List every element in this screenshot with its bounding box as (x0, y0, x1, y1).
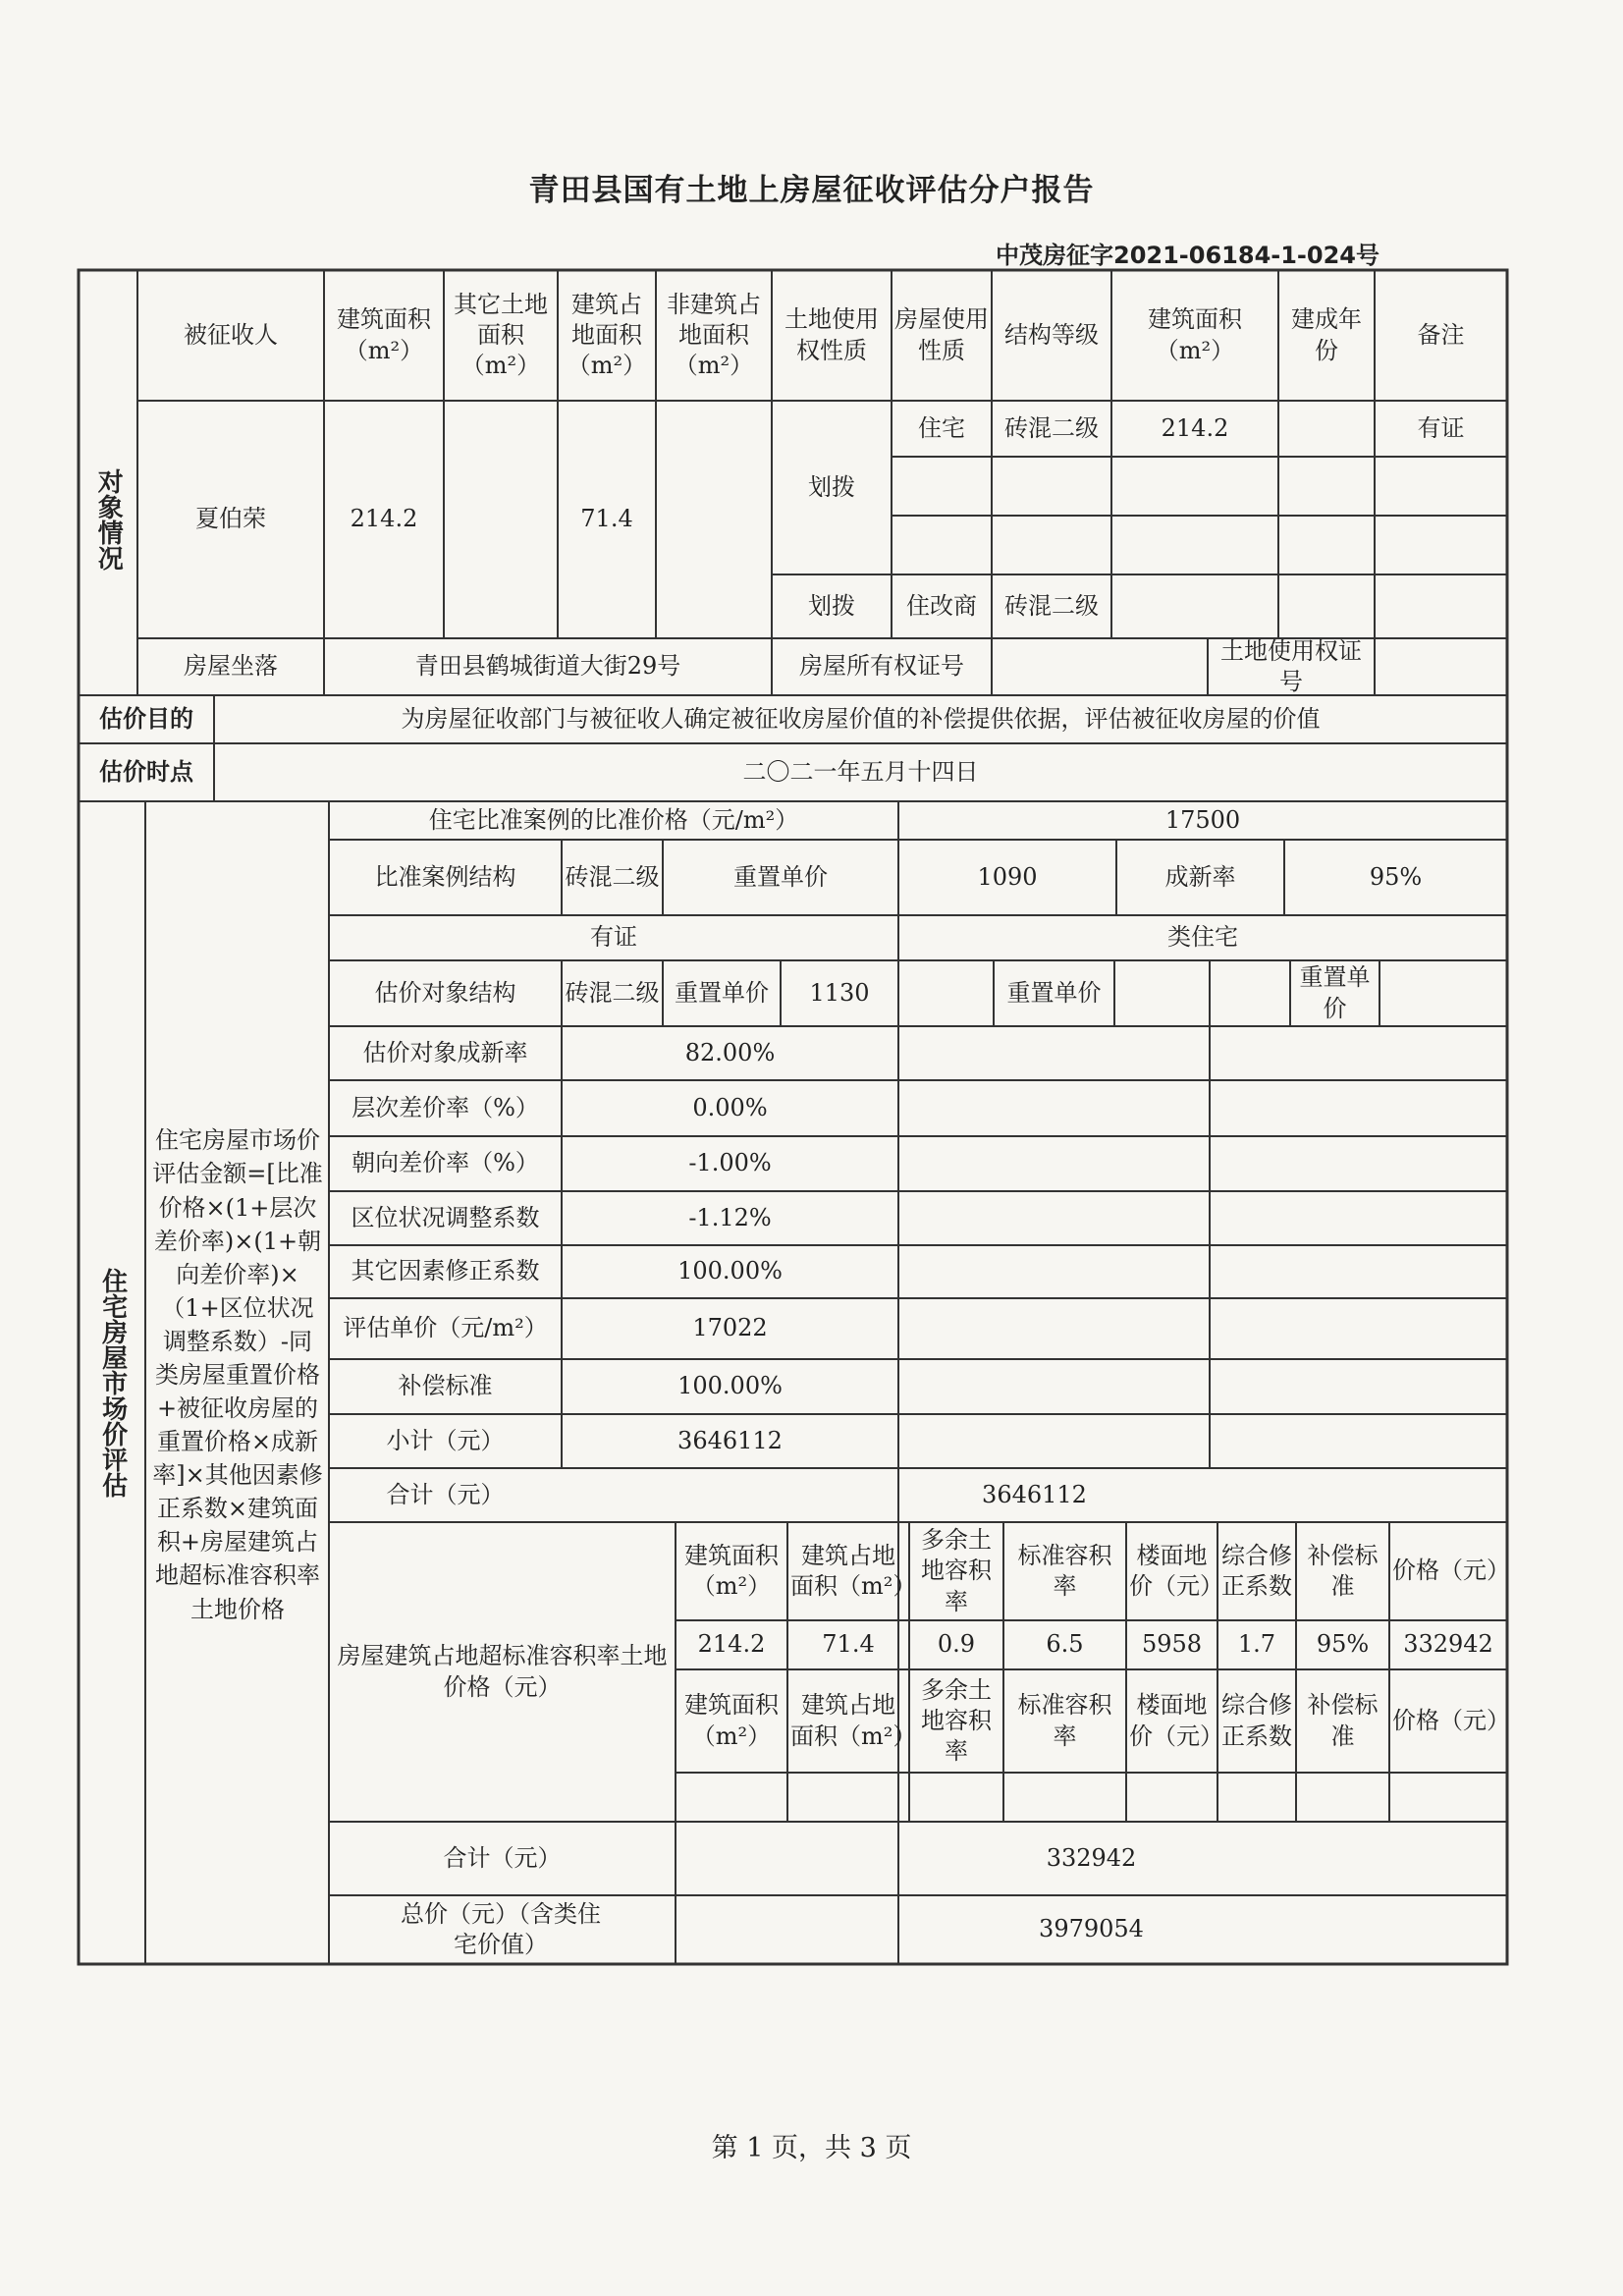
item-value: 3646112 (677, 1426, 783, 1454)
row1-remark: 有证 (1417, 413, 1465, 442)
market-total-label: 合计（元） (386, 1480, 505, 1508)
header-build-year: 建成年份 (1291, 305, 1362, 364)
item-label: 评估单价（元/m²） (343, 1314, 548, 1342)
land-header: 多余土地容积率 (921, 1526, 992, 1615)
comp-price-value: 17500 (1164, 805, 1241, 834)
land-header: 楼面地价（元） (1129, 1691, 1223, 1750)
row4-use: 住改商 (906, 591, 977, 620)
obj-unit-label: 重置单价 (675, 978, 769, 1007)
comp-newness-label: 成新率 (1164, 862, 1236, 891)
header-remark: 备注 (1417, 320, 1465, 349)
land-header: 补偿标准 (1307, 1541, 1379, 1600)
item-value: 82.00% (684, 1038, 776, 1066)
land-value: 1.7 (1237, 1630, 1276, 1659)
header-land-use-right: 土地使用权性质 (784, 305, 879, 364)
similar-label: 类住宅 (1167, 923, 1238, 952)
land-use-right-2: 划拨 (808, 591, 855, 620)
row1-structure: 砖混二级 (1004, 413, 1099, 442)
footprint-area-value: 71.4 (580, 505, 633, 533)
land-header: 多余土地容积率 (921, 1675, 992, 1766)
item-value: 0.00% (692, 1093, 768, 1121)
item-value: 100.00% (677, 1257, 783, 1285)
grand-total-label: 总价（元）（含类住宅价值） (401, 1899, 601, 1958)
item-label: 层次差价率（%） (352, 1093, 539, 1121)
land-header: 标准容积率 (1017, 1541, 1112, 1600)
section-market-label: 住宅房屋市场价评估 (97, 1268, 128, 1498)
land-header: 价格（元） (1392, 1557, 1510, 1585)
land-header: 建筑占地面积（m²） (790, 1691, 917, 1750)
comp-newness-value: 95% (1369, 862, 1423, 891)
document-number: 中茂房征字2021-06184-1-024号 (996, 242, 1380, 269)
land-value: 6.5 (1046, 1630, 1084, 1659)
item-label: 其它因素修正系数 (351, 1257, 540, 1285)
row4-structure: 砖混二级 (1004, 591, 1099, 620)
item-label: 估价对象成新率 (362, 1038, 528, 1066)
obj-unit-value: 1130 (809, 978, 870, 1007)
land-header: 综合修正系数 (1221, 1691, 1292, 1750)
land-header: 标准容积率 (1017, 1691, 1112, 1750)
market-total-value: 3646112 (982, 1480, 1087, 1508)
build-area-value: 214.2 (350, 505, 418, 533)
ownership-cert-label: 房屋所有权证号 (799, 652, 964, 681)
land-total-value: 332942 (1046, 1843, 1137, 1872)
location-value: 青田县鹤城街道大街29号 (414, 652, 681, 681)
comp-struct-label: 比准案例结构 (374, 862, 516, 891)
location-label: 房屋坐落 (184, 652, 278, 681)
item-label: 区位状况调整系数 (351, 1203, 540, 1231)
land-header: 建筑面积（m²） (684, 1541, 779, 1600)
land-header: 补偿标准 (1307, 1691, 1379, 1750)
date-value: 二〇二一年五月十四日 (742, 757, 979, 786)
comp-price-label: 住宅比准案例的比准价格（元/m²） (428, 805, 799, 834)
valuation-formula: 住宅房屋市场价评估金额=[比准价格×(1+层次差价率)×(1+朝向差价率)×（1+区位状况调整系数）-同类房屋重置价格+被征收房屋的重置价格×成新率]×其他因素修正系数×建筑面积+房屋建筑占地超标准容积率土地价格 (152, 1126, 323, 1623)
obj-struct-value: 砖混二级 (565, 978, 660, 1007)
sim-unit-label-2: 重置单价 (1299, 963, 1371, 1022)
land-header: 建筑面积（m²） (684, 1691, 779, 1750)
header-build-area-2: 建筑面积（m²） (1148, 305, 1242, 364)
land-value: 71.4 (822, 1630, 875, 1659)
land-value: 332942 (1403, 1630, 1493, 1659)
header-footprint-area: 建筑占地面积（m²） (567, 290, 647, 380)
sim-unit-label: 重置单价 (1006, 978, 1102, 1007)
land-value: 214.2 (697, 1630, 766, 1659)
land-value: 5958 (1141, 1630, 1203, 1659)
item-label: 补偿标准 (398, 1372, 493, 1400)
header-structure: 结构等级 (1004, 320, 1099, 349)
land-price-label: 房屋建筑占地超标准容积率土地价格（元） (337, 1642, 668, 1701)
cert-label: 有证 (590, 923, 637, 952)
land-header: 综合修正系数 (1221, 1541, 1292, 1600)
page-number: 第 1 页，共 3 页 (711, 2133, 912, 2163)
land-value: 95% (1316, 1630, 1370, 1659)
item-value: 17022 (692, 1314, 768, 1342)
item-label: 小计（元） (386, 1426, 505, 1454)
item-value: 100.00% (677, 1372, 783, 1400)
section-object-label: 对象情况 (93, 468, 124, 571)
header-house-use: 房屋使用性质 (894, 305, 989, 364)
land-header: 价格（元） (1392, 1706, 1510, 1734)
item-value: -1.12% (688, 1203, 772, 1231)
comp-unit-label: 重置单价 (733, 862, 828, 891)
header-other-land-area: 其它土地面积（m²） (454, 290, 548, 380)
land-cert-label: 土地使用权证号 (1220, 636, 1362, 695)
row1-use: 住宅 (918, 413, 965, 442)
comp-struct-value: 砖混二级 (565, 862, 660, 891)
owner-name: 夏伯荣 (195, 505, 266, 533)
land-total-label: 合计（元） (443, 1843, 562, 1872)
purpose-value: 为房屋征收部门与被征收人确定被征收房屋价值的补偿提供依据，评估被征收房屋的价值 (401, 704, 1321, 733)
comp-unit-value: 1090 (977, 862, 1038, 891)
land-use-right-1: 划拨 (808, 472, 855, 501)
grand-total-value: 3979054 (1039, 1915, 1144, 1943)
land-value: 0.9 (937, 1630, 976, 1659)
row1-area: 214.2 (1161, 413, 1229, 442)
purpose-label: 估价目的 (99, 704, 193, 733)
header-build-area: 建筑面积（m²） (337, 305, 431, 364)
date-label: 估价时点 (99, 757, 193, 786)
header-owner: 被征收人 (184, 320, 278, 349)
item-value: -1.00% (688, 1149, 772, 1177)
header-non-build-footprint: 非建筑占地面积（m²） (667, 290, 761, 380)
land-header: 楼面地价（元） (1129, 1541, 1223, 1600)
page-title: 青田县国有土地上房屋征收评估分户报告 (528, 173, 1095, 208)
item-label: 朝向差价率（%） (352, 1149, 539, 1177)
obj-struct-label: 估价对象结构 (374, 978, 516, 1007)
land-header: 建筑占地面积（m²） (790, 1541, 917, 1600)
